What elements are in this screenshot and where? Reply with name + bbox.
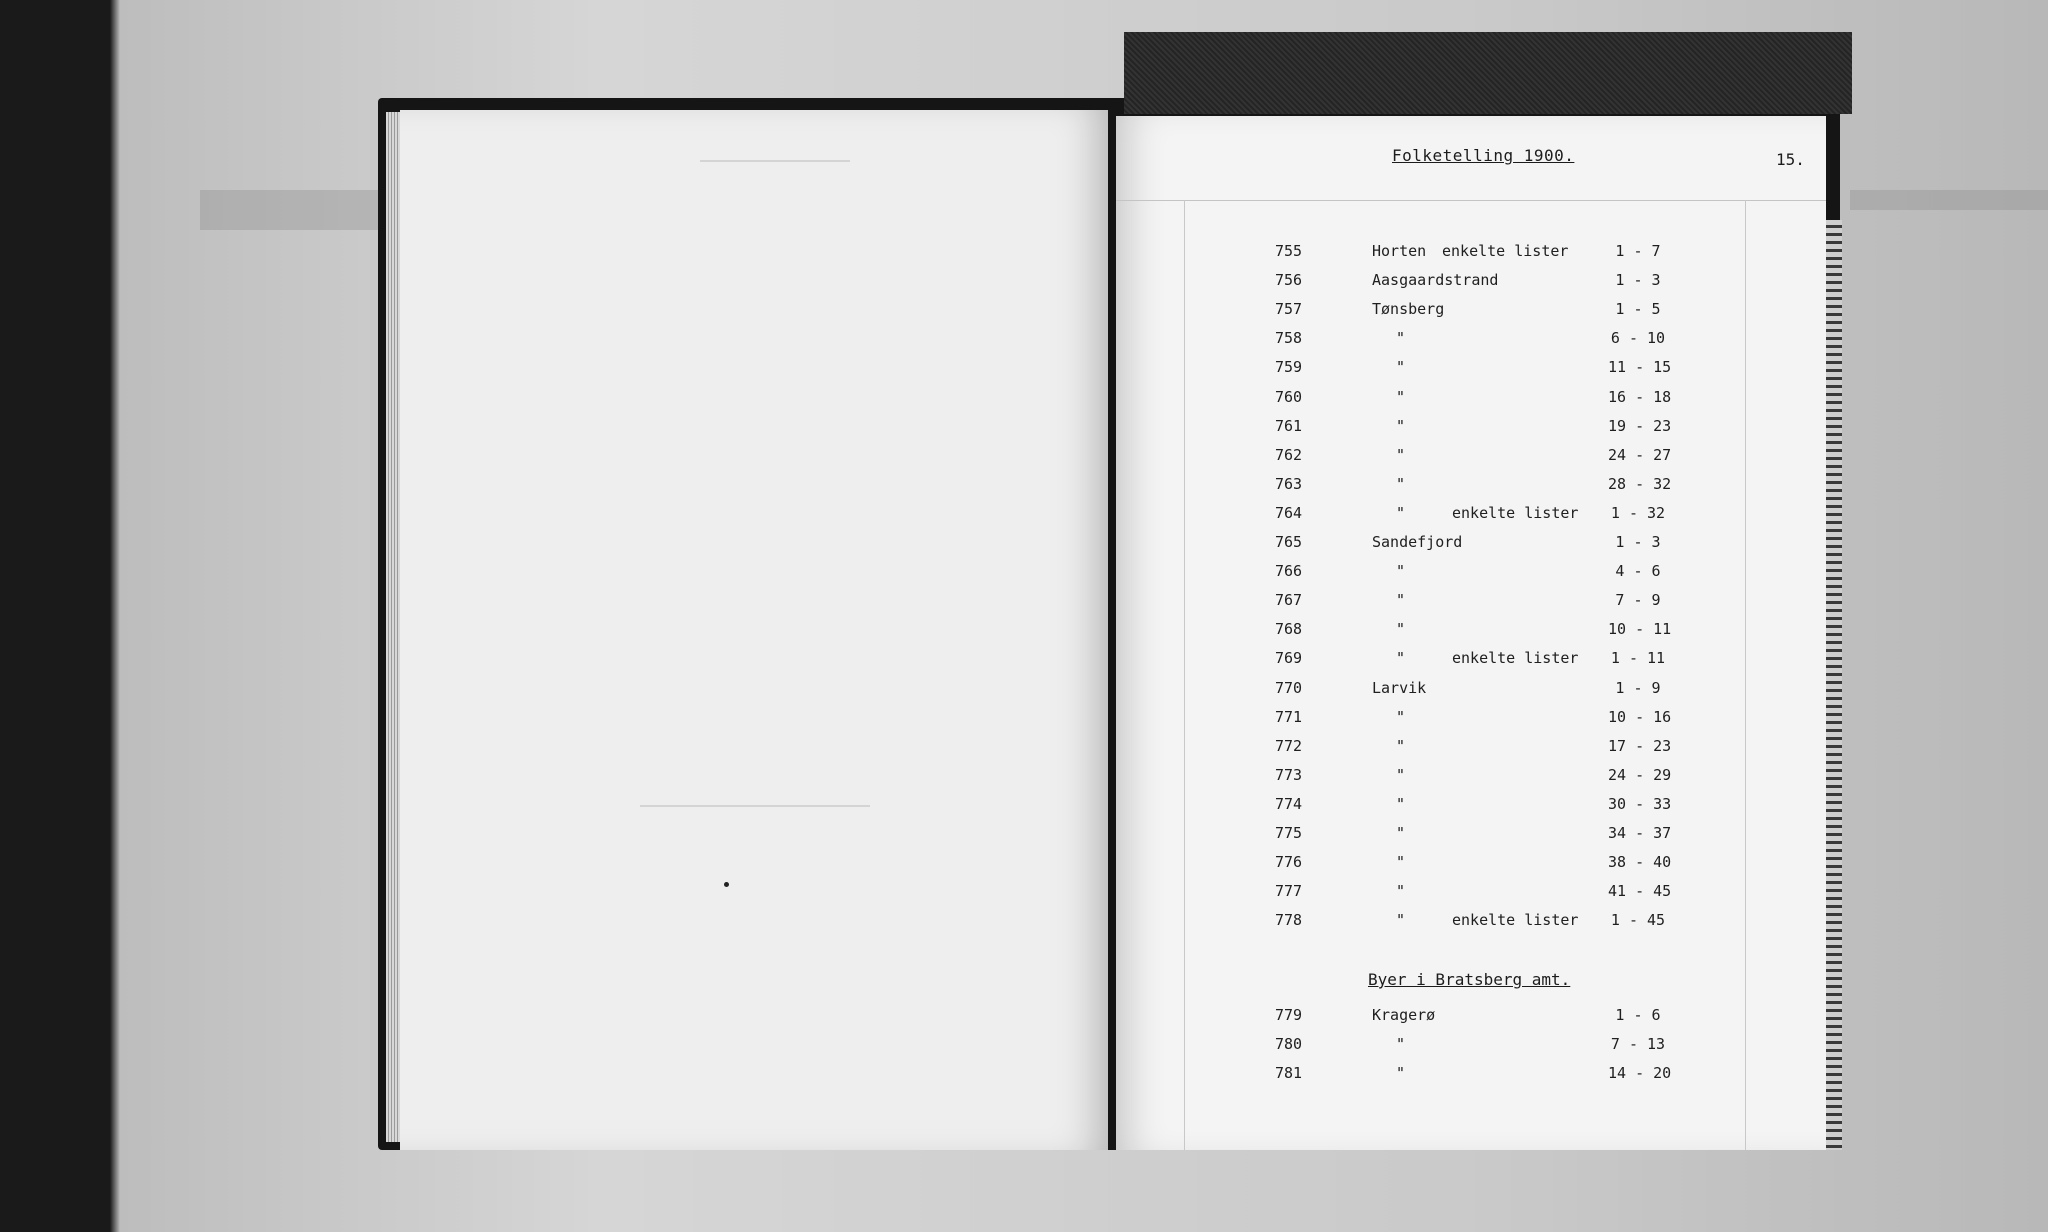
table-row bbox=[0, 329, 2048, 358]
entry-place: " bbox=[1396, 1035, 1406, 1053]
entry-place: " bbox=[1396, 882, 1406, 901]
entry-number: 775 bbox=[1275, 824, 1303, 842]
entry-place: Horten bbox=[1372, 242, 1427, 260]
entry-place: " bbox=[1396, 649, 1406, 668]
page-title: Folketelling 1900. bbox=[1392, 146, 1575, 165]
entry-range: 14 - 20 bbox=[1608, 1064, 1672, 1082]
table-row bbox=[0, 358, 2048, 387]
entry-number: 756 bbox=[1275, 271, 1303, 290]
table-row bbox=[0, 708, 2048, 737]
table-row bbox=[0, 795, 2048, 824]
entry-range: 1 - 3 bbox=[1615, 533, 1661, 551]
entry-range: 19 - 23 bbox=[1608, 416, 1672, 435]
entry-place: " bbox=[1396, 707, 1406, 726]
entry-place: Aasgaardstrand bbox=[1372, 271, 1499, 290]
entry-number: 772 bbox=[1275, 736, 1303, 755]
book-cover bbox=[1124, 32, 1852, 114]
table-row bbox=[0, 446, 2048, 475]
entry-number: 759 bbox=[1275, 358, 1303, 377]
table-row bbox=[0, 853, 2048, 882]
entry-place: " bbox=[1396, 387, 1406, 406]
entry-range: 1 - 45 bbox=[1610, 911, 1666, 930]
entry-note: enkelte lister bbox=[1452, 649, 1579, 668]
entry-number: 757 bbox=[1275, 300, 1303, 319]
entry-range: 16 - 18 bbox=[1608, 387, 1672, 406]
entry-number: 758 bbox=[1275, 329, 1303, 348]
entry-range: 11 - 15 bbox=[1608, 358, 1672, 377]
entry-range: 34 - 37 bbox=[1608, 824, 1672, 842]
table-row bbox=[0, 300, 2048, 329]
entry-range: 24 - 29 bbox=[1608, 765, 1672, 784]
entry-number: 760 bbox=[1275, 387, 1303, 406]
entry-number: 767 bbox=[1275, 591, 1303, 610]
entry-note: enkelte lister bbox=[1442, 242, 1569, 260]
table-row bbox=[0, 475, 2048, 504]
entry-number: 768 bbox=[1275, 620, 1303, 639]
table-row bbox=[0, 1006, 2048, 1035]
table-row bbox=[0, 591, 2048, 620]
table-row bbox=[0, 824, 2048, 853]
entry-number: 774 bbox=[1275, 794, 1303, 813]
entry-number: 778 bbox=[1275, 911, 1303, 930]
table-row bbox=[0, 417, 2048, 446]
entry-number: 781 bbox=[1275, 1064, 1303, 1082]
entry-place: " bbox=[1396, 445, 1406, 464]
table-row bbox=[0, 679, 2048, 708]
entry-place: " bbox=[1396, 474, 1406, 493]
table-row bbox=[0, 533, 2048, 562]
entry-range: 1 - 32 bbox=[1610, 503, 1666, 522]
entry-place: " bbox=[1396, 911, 1406, 930]
entry-range: 30 - 33 bbox=[1608, 794, 1672, 813]
entry-range: 1 - 9 bbox=[1615, 678, 1661, 697]
table-row bbox=[0, 1064, 2048, 1093]
table-row bbox=[0, 562, 2048, 591]
entry-number: 776 bbox=[1275, 853, 1303, 872]
table-row bbox=[0, 766, 2048, 795]
entry-number: 780 bbox=[1275, 1035, 1303, 1053]
entry-number: 769 bbox=[1275, 649, 1303, 668]
section-heading: Byer i Bratsberg amt. bbox=[1368, 970, 1571, 989]
entry-place: " bbox=[1396, 1064, 1406, 1082]
entry-number: 773 bbox=[1275, 765, 1303, 784]
entry-number: 764 bbox=[1275, 503, 1303, 522]
shadow-streak bbox=[200, 190, 400, 230]
table-row bbox=[0, 242, 2048, 271]
entry-range: 1 - 6 bbox=[1615, 1006, 1661, 1024]
entry-number: 762 bbox=[1275, 445, 1303, 464]
entry-range: 1 - 7 bbox=[1615, 242, 1661, 260]
entry-place: " bbox=[1396, 416, 1406, 435]
table-row bbox=[0, 649, 2048, 678]
entry-place: Larvik bbox=[1372, 678, 1427, 697]
entry-place: " bbox=[1396, 765, 1406, 784]
entry-place: " bbox=[1396, 503, 1406, 522]
entry-place: " bbox=[1396, 562, 1406, 581]
entry-range: 7 - 13 bbox=[1610, 1035, 1666, 1053]
entry-number: 761 bbox=[1275, 416, 1303, 435]
entry-number: 771 bbox=[1275, 707, 1303, 726]
entry-number: 766 bbox=[1275, 562, 1303, 581]
entry-number: 777 bbox=[1275, 882, 1303, 901]
table-row bbox=[0, 388, 2048, 417]
entry-range: 1 - 5 bbox=[1615, 300, 1661, 319]
entry-range: 6 - 10 bbox=[1610, 329, 1666, 348]
entry-number: 755 bbox=[1275, 242, 1303, 260]
entry-place: " bbox=[1396, 329, 1406, 348]
entry-number: 765 bbox=[1275, 533, 1303, 551]
table-row bbox=[0, 737, 2048, 766]
entry-number: 779 bbox=[1275, 1006, 1303, 1024]
entry-range: 41 - 45 bbox=[1608, 882, 1672, 901]
bleed-through-mark bbox=[700, 160, 850, 162]
entry-range: 1 - 3 bbox=[1615, 271, 1661, 290]
entry-number: 763 bbox=[1275, 474, 1303, 493]
entry-place: " bbox=[1396, 736, 1406, 755]
table-row bbox=[0, 1035, 2048, 1064]
entry-place: Sandefjord bbox=[1372, 533, 1463, 551]
table-row bbox=[0, 504, 2048, 533]
header-rule bbox=[1116, 200, 1826, 201]
entry-range: 10 - 16 bbox=[1608, 707, 1672, 726]
entry-place: " bbox=[1396, 620, 1406, 639]
entry-place: " bbox=[1396, 794, 1406, 813]
entry-range: 28 - 32 bbox=[1608, 474, 1672, 493]
entry-range: 24 - 27 bbox=[1608, 445, 1672, 464]
table-row bbox=[0, 882, 2048, 911]
page-number: 15. bbox=[1776, 150, 1805, 169]
entry-place: " bbox=[1396, 358, 1406, 377]
entry-place: " bbox=[1396, 591, 1406, 610]
entry-number: 770 bbox=[1275, 678, 1303, 697]
entry-place: " bbox=[1396, 824, 1406, 842]
table-row bbox=[0, 911, 2048, 940]
entry-range: 7 - 9 bbox=[1615, 591, 1661, 610]
entry-place: Tønsberg bbox=[1372, 300, 1445, 319]
entry-place: Kragerø bbox=[1372, 1006, 1436, 1024]
entry-range: 1 - 11 bbox=[1610, 649, 1666, 668]
entry-place: " bbox=[1396, 853, 1406, 872]
entry-range: 17 - 23 bbox=[1608, 736, 1672, 755]
shadow-streak bbox=[1850, 190, 2048, 210]
table-row bbox=[0, 271, 2048, 300]
entry-range: 38 - 40 bbox=[1608, 853, 1672, 872]
table-row bbox=[0, 620, 2048, 649]
entry-range: 4 - 6 bbox=[1615, 562, 1661, 581]
entry-note: enkelte lister bbox=[1452, 503, 1579, 522]
entry-range: 10 - 11 bbox=[1608, 620, 1672, 639]
entry-note: enkelte lister bbox=[1452, 911, 1579, 930]
